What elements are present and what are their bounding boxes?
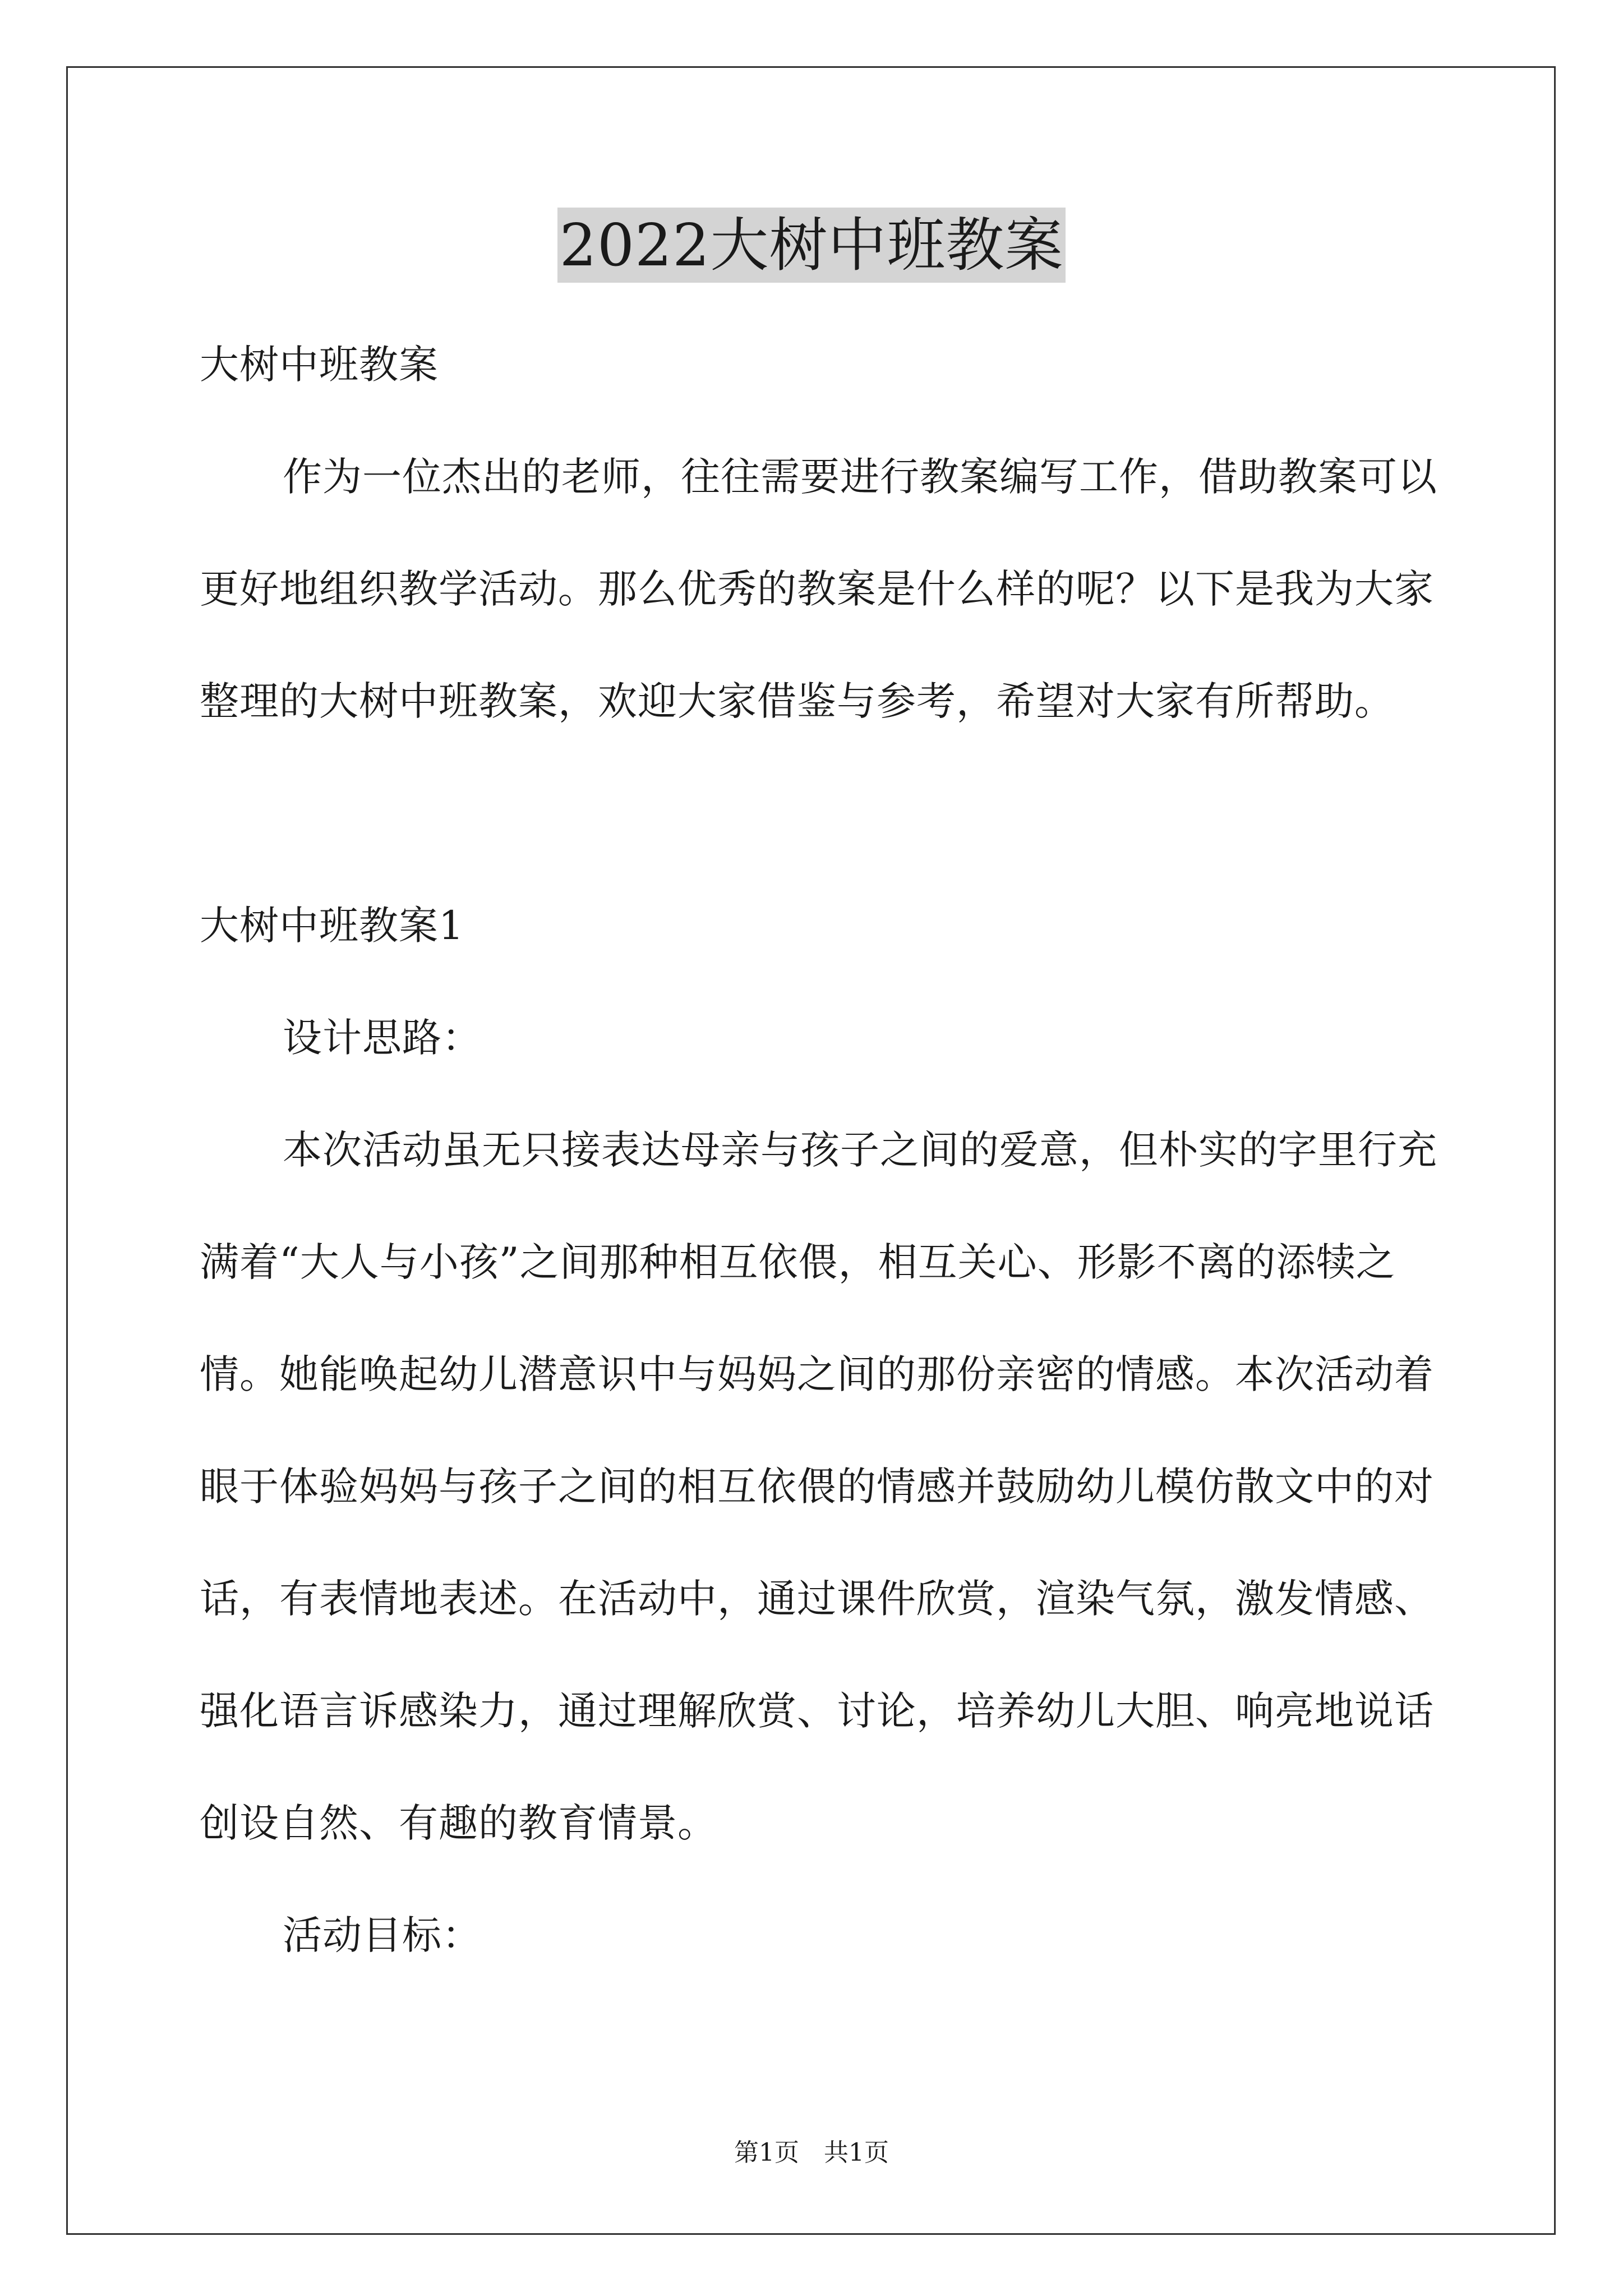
design-heading: 设计思路： bbox=[283, 1015, 482, 1061]
title-container bbox=[0, 208, 1623, 283]
goals-heading: 活动目标： bbox=[283, 1912, 482, 1958]
design-paragraph: 本次活动虽无只接表达母亲与孩子之间的爱意，但朴实的字里行充满着“大人与小孩”之间那种相互依偎，相互关心、形影不离的添犊之情。她能唤起幼儿潜意识中与妈妈之间的那份亲密的情感。本次活动着眼于体验妈妈与孩子之间的相互依偎的情感并鼓励幼儿模仿散文中的对话，有表情地表述。在活动中，通过课件欣赏，渲染气氛，激发情感、强化语言诉感染力，通过理解欣赏、讨论，培养幼儿大胆、响亮地说话创设自然、有趣的教育情景。 bbox=[200, 1127, 1437, 1846]
document-title: 2022大树中班教案 bbox=[557, 208, 1066, 283]
intro-paragraph: 作为一位杰出的老师，往往需要进行教案编写工作，借助教案可以更好地组织教学活动。那么优秀的教案是什么样的呢？以下是我为大家整理的大树中班教案，欢迎大家借鉴与参考，希望对大家有所帮助。 bbox=[200, 454, 1437, 724]
page-footer: 第1页 共1页 bbox=[734, 2138, 889, 2167]
document-body bbox=[200, 309, 1445, 1991]
paragraph-spacer bbox=[200, 757, 1445, 869]
section-heading: 大树中班教案1 bbox=[200, 903, 464, 949]
document-subtitle: 大树中班教案 bbox=[200, 342, 439, 388]
